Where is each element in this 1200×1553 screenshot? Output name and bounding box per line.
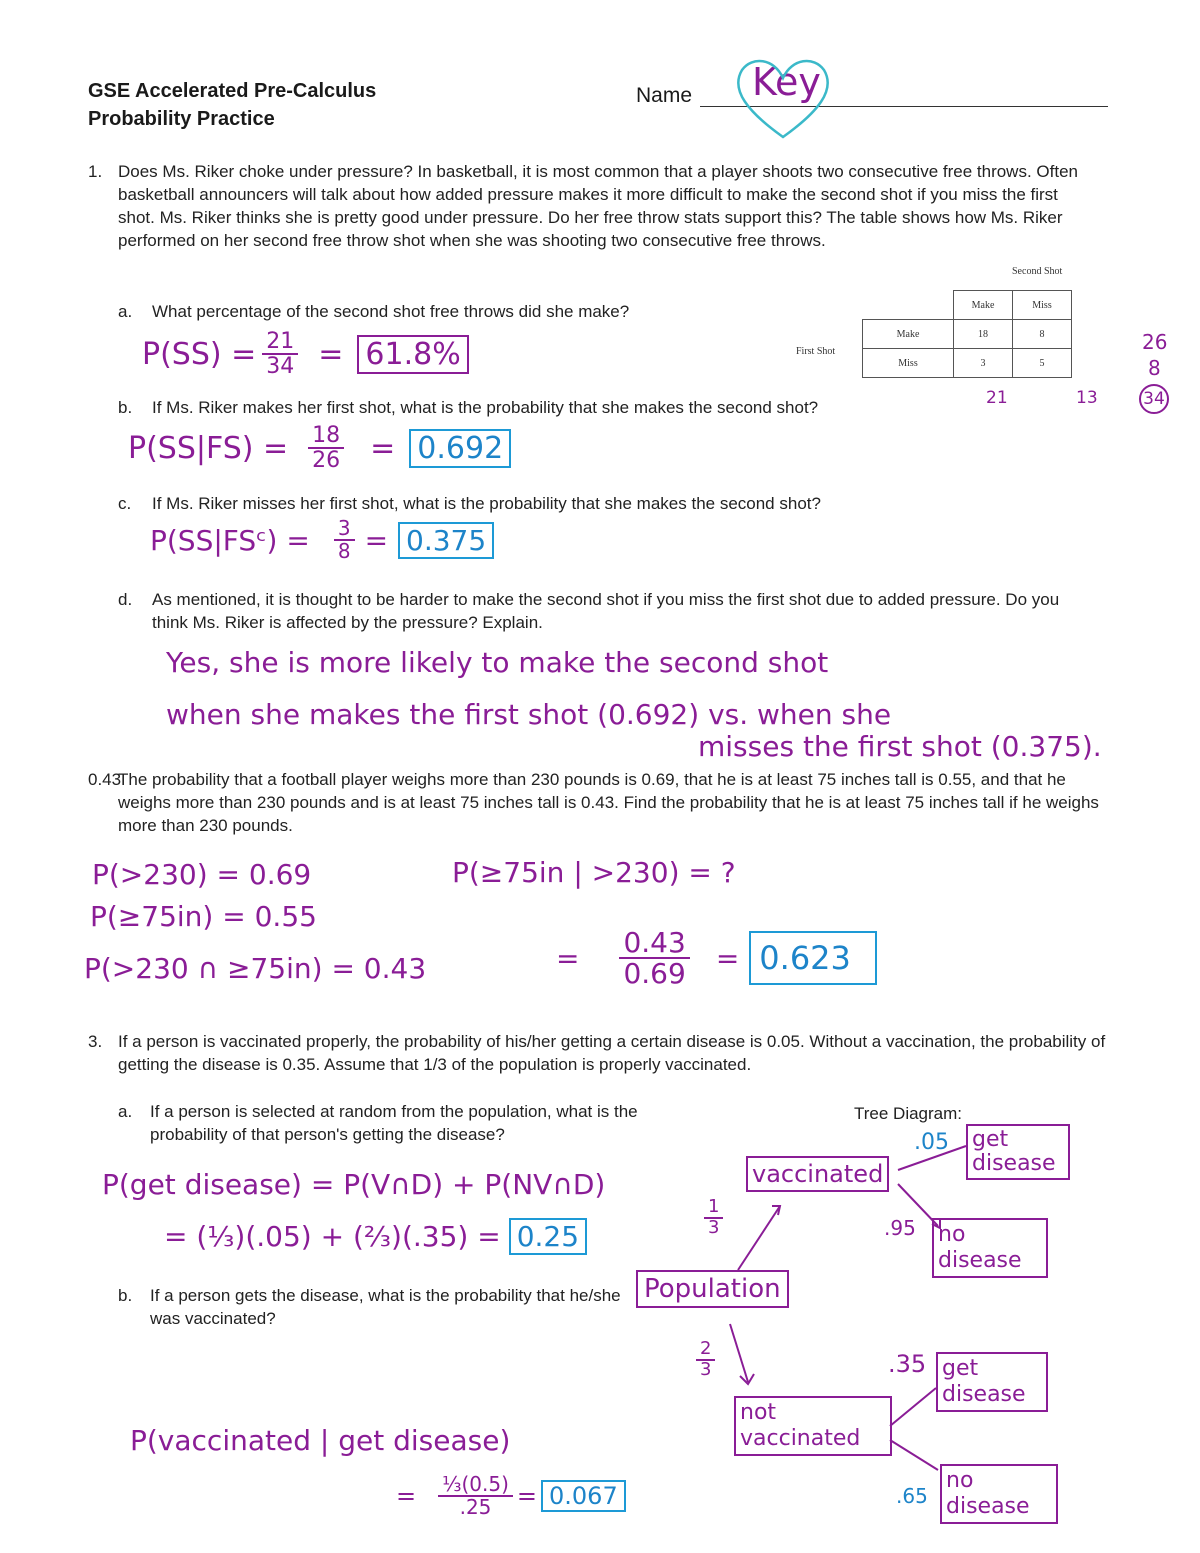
tree-nv-no: no disease (940, 1464, 1058, 1524)
q3-text: If a person is vaccinated properly, the probability of his/her getting a certain disease is 0.05. Without a vaccination, the probability of getting the disease is 0.35. Assume that 1/3 of the population is properly vaccinated. (118, 1032, 1106, 1074)
q1c-fraction (334, 518, 355, 562)
q3b-work1: P(vaccinated | get disease) (130, 1424, 511, 1457)
q1a-work (142, 330, 469, 378)
tree-v-no-prob: .95 (884, 1216, 916, 1240)
col-header-make: Make (954, 291, 1013, 320)
q3a-letter: a. (118, 1102, 133, 1121)
course-title: GSE Accelerated Pre-Calculus (88, 80, 377, 102)
q3b-equals: = (396, 1482, 417, 1510)
q1d-answer-line1: Yes, she is more likely to make the second shot (166, 646, 829, 679)
q1c-answer: 0.375 (398, 522, 494, 559)
table-cell: 18 (954, 320, 1013, 349)
col-total: 21 (986, 388, 1008, 408)
q1a-numerator: 21 (262, 330, 298, 355)
heart-doodle (728, 52, 838, 142)
tree-nv-no-prob: .65 (896, 1484, 928, 1508)
q3b-denominator: .25 (459, 1495, 492, 1519)
q1c-equals: = (364, 523, 389, 557)
q2-fraction (619, 928, 689, 989)
q1b-denominator: 26 (312, 448, 341, 474)
q1c-denominator: 8 (337, 539, 351, 563)
q2-answer: 0.623 (749, 931, 877, 985)
q1b-expression: P(SS|FS) = (128, 430, 289, 466)
row-total: 8 (1148, 356, 1161, 380)
table-cell: 3 (954, 349, 1013, 378)
q3b-text: If a person gets the disease, what is the probability that he/she was vaccinated? (150, 1286, 621, 1328)
q2-equals2: = (715, 941, 740, 975)
tree-root: Population (636, 1270, 789, 1308)
q1b-text: If Ms. Riker makes her first shot, what is the probability that she makes the second shot? (152, 398, 819, 417)
q2-result (556, 928, 877, 989)
q3a-work-line2 (164, 1218, 587, 1255)
table-cell: 8 (1013, 320, 1072, 349)
tree-v-get-prob: .05 (914, 1130, 949, 1155)
q1c-expression: P(SS|FSᶜ) = (150, 523, 310, 557)
tree-branch-top-prob (704, 1198, 723, 1238)
name-value: Key (752, 60, 821, 104)
q3a-answer: 0.25 (509, 1218, 587, 1255)
row-header-make: Make (863, 320, 954, 349)
table-row-group: First Shot (796, 346, 836, 357)
q2-work3: P(>230 ∩ ≥75in) = 0.43 (84, 952, 427, 985)
q1b-answer: 0.692 (409, 429, 511, 468)
q1d-text: As mentioned, it is thought to be harder to make the second shot if you miss the first shot due to added pressure. Do you think Ms. Riker is affected by the pressure? Explain. (152, 590, 1060, 632)
q3a-text: If a person is selected at random from the population, what is the probability of that person's getting the disease? (150, 1102, 638, 1144)
q1d-letter: d. (118, 590, 133, 609)
q1a-text: What percentage of the second shot free throws did she make? (152, 302, 630, 321)
q1c-letter: c. (118, 494, 132, 513)
q1c-text: If Ms. Riker misses her first shot, what is the probability that she makes the second shot? (152, 494, 821, 513)
row-total: 26 (1142, 330, 1168, 354)
tree-bottom-denominator: 3 (700, 1358, 712, 1380)
q3b-work-line2 (396, 1474, 626, 1518)
col-total: 13 (1076, 388, 1098, 408)
q3b-answer: 0.067 (541, 1480, 626, 1512)
q1c-numerator: 3 (334, 518, 355, 541)
q2-number: 0.43 (88, 770, 122, 789)
tree-vaccinated: vaccinated (746, 1156, 889, 1192)
q1-number: 1. (88, 162, 103, 181)
tree-nv-get: get disease (936, 1352, 1048, 1412)
q1a-letter: a. (118, 302, 133, 321)
tree-nv-get-prob: .35 (888, 1350, 927, 1378)
q1a-equals: = (318, 336, 344, 372)
table-col-group: Second Shot (1012, 266, 1063, 277)
col-header-miss: Miss (1013, 291, 1072, 320)
name-label: Name (636, 84, 693, 107)
q1b-fraction (308, 424, 344, 472)
grand-total: 34 (1139, 384, 1169, 414)
table-cell: 5 (1013, 349, 1072, 378)
q1c-work (150, 518, 494, 562)
q3-number: 3. (88, 1032, 103, 1051)
q3b-fraction (438, 1474, 513, 1518)
tree-v-get: get disease (966, 1124, 1070, 1180)
q1b-equals: = (370, 430, 396, 466)
q1a-fraction (262, 330, 298, 378)
q1-text: Does Ms. Riker choke under pressure? In basketball, it is most common that a player shoots two consecutive free throws. Often basketball announcers will talk about how added pressure makes it more difficult to make the second shot if you miss the first shot. Ms. Riker thinks she is pretty good under pressure. Do her free throw stats support this? The table shows how Ms. Riker performed on her second free throw shot when she was shooting two consecutive free throws. (118, 162, 1078, 250)
tree-bottom-numerator: 2 (696, 1340, 715, 1361)
q3b-numerator: ⅓(0.5) (438, 1474, 513, 1497)
q2-denominator: 0.69 (623, 957, 686, 991)
tree-v-no: no disease (932, 1218, 1048, 1278)
q2-work2: P(≥75in) = 0.55 (90, 900, 317, 933)
q3a-work1: P(get disease) = P(V∩D) + P(NV∩D) (102, 1168, 606, 1201)
q3b-equals2: = (516, 1482, 538, 1510)
row-header-miss: Miss (863, 349, 954, 378)
q1b-work (128, 424, 511, 472)
tree-top-numerator: 1 (704, 1198, 723, 1219)
q1d-answer-line3: misses the first shot (0.375). (698, 730, 1102, 763)
free-throw-table (862, 290, 1072, 378)
tree-title: Tree Diagram: (854, 1104, 963, 1123)
q2-work1: P(>230) = 0.69 (92, 858, 312, 891)
q3a-work2: = (⅓)(.05) + (⅔)(.35) = (164, 1220, 501, 1253)
q3b-letter: b. (118, 1286, 133, 1305)
q1d-answer-line2: when she makes the first shot (0.692) vs. when she (166, 698, 892, 731)
q2-equals: = (556, 941, 580, 975)
q1b-letter: b. (118, 398, 133, 417)
tree-not-vaccinated: not vaccinated (734, 1396, 892, 1456)
q1b-numerator: 18 (308, 424, 344, 449)
q1a-answer: 61.8% (357, 335, 468, 374)
q2-question: P(≥75in | >230) = ? (452, 856, 736, 889)
tree-branch-bottom-prob (696, 1340, 715, 1380)
q1a-expression: P(SS) = (142, 336, 257, 372)
tree-top-denominator: 3 (708, 1216, 720, 1238)
q2-text: The probability that a football player weighs more than 230 pounds is 0.69, that he is at least 75 inches tall is 0.55, and that he weighs more than 230 pounds and is at least 75 inches tall is 0.43. Find the probability that he is at least 75 inches tall if he weighs more than 230 pounds. (118, 770, 1099, 835)
q1a-denominator: 34 (266, 354, 295, 380)
worksheet-title: Probability Practice (88, 108, 275, 130)
q2-numerator: 0.43 (619, 928, 689, 959)
